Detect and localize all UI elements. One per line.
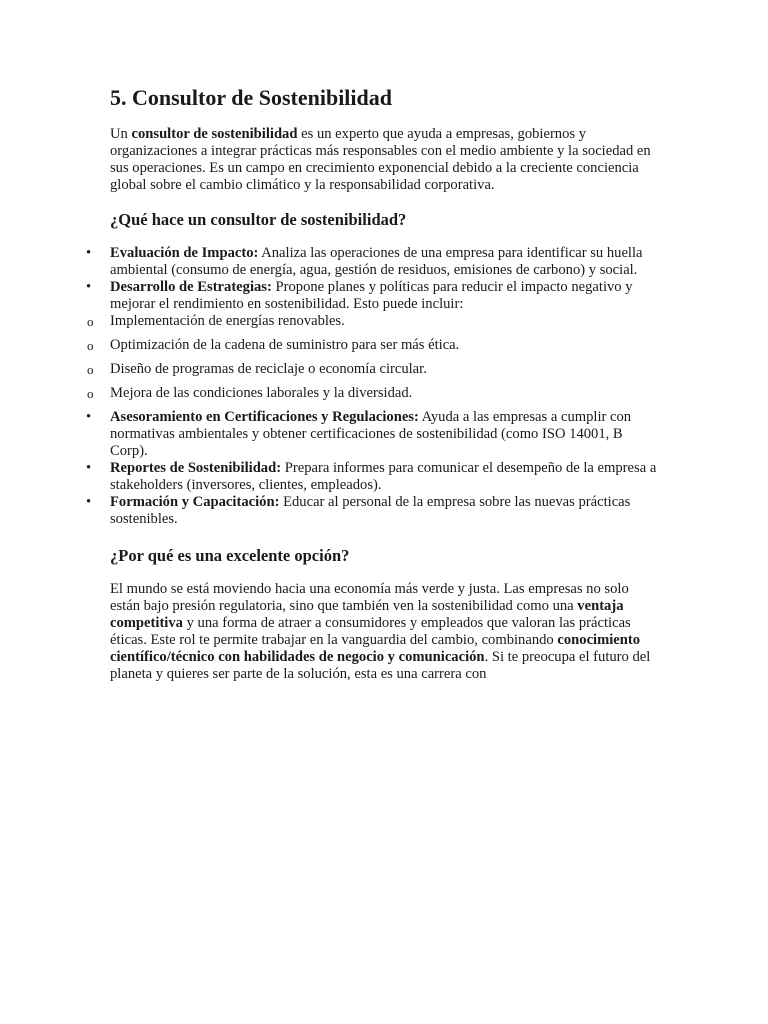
circle-bullet-icon: o (87, 338, 94, 353)
document-page (86, 84, 658, 698)
bullet-icon: • (86, 279, 92, 295)
circle-bullet-icon: o (87, 362, 94, 377)
list-item: • Asesoramiento en Certificaciones y Regulaciones: Ayuda a las empresas a cumplir con normativas ambientales y obtener certificaciones de sostenibilidad (como ISO 14001, B Corp). (86, 409, 632, 459)
list-item: • Evaluación de Impacto: Analiza las operaciones de una empresa para identificar su huella ambiental (consumo de energía, agua, gestión de residuos, emisiones de carbono) y social. (86, 245, 643, 278)
circle-bullet-icon: o (87, 314, 94, 329)
intro-paragraph (110, 126, 658, 194)
sub-list-item: o Diseño de programas de reciclaje o economía circular. (87, 361, 427, 377)
section-heading-why: ¿Por qué es una excelente opción? (110, 546, 350, 565)
intro-lead: Un (110, 126, 132, 142)
circle-bullet-icon: o (87, 386, 94, 401)
sub-list-item: o Optimización de la cadena de suministro para ser más ética. (87, 337, 460, 353)
section-heading-what: ¿Qué hace un consultor de sostenibilidad? (110, 210, 407, 229)
bullet-icon: • (86, 245, 92, 261)
bullet-icon: • (86, 409, 92, 425)
list-item: • Desarrollo de Estrategias: Propone planes y políticas para reducir el impacto negativo y mejorar el rendimiento en sostenibilidad. Esto puede incluir: (86, 279, 633, 312)
strategy-sub-list (87, 313, 658, 402)
responsibilities-list (86, 245, 658, 528)
intro-bold-term: consultor de sostenibilidad (131, 126, 298, 142)
sub-list-item: o Implementación de energías renovables. (87, 313, 345, 329)
page-title: 5. Consultor de Sostenibilidad (110, 85, 393, 110)
intro-rest: es un experto que ayuda a empresas, gobiernos y organizaciones a integrar prácticas más responsables con el medio ambiente y la sociedad en sus operaciones. Es un campo en crecimiento exponencial debido a la creciente conciencia global sobre el cambio climático y la responsabilidad corporativa. (110, 126, 651, 193)
bullet-icon: • (86, 494, 92, 510)
bold-phrase: conocimiento científico/técnico con habilidades de negocio y comunicación (110, 632, 641, 665)
why-paragraph: El mundo se está moviendo hacia una economía más verde y justa. Las empresas no solo están bajo presión regulatoria, sino que también ven la sostenibilidad como una ventaja competitiva y una forma de atraer a consumidores y empleados que valoran las prácticas éticas. Este rol te permite trabajar en la vanguardia del cambio, combinando conocimiento científico/técnico con habilidades de negocio y comunicación. Si te preocupa el futuro del planeta y quieres ser parte de la solución, esta es una carrera con (110, 581, 651, 682)
bullet-icon: • (86, 460, 92, 476)
sub-list-item: o Mejora de las condiciones laborales y la diversidad. (87, 385, 413, 401)
list-item: • Formación y Capacitación: Educar al personal de la empresa sobre las nuevas prácticas sostenibles. (86, 494, 631, 527)
list-item: • Reportes de Sostenibilidad: Prepara informes para comunicar el desempeño de la empresa a stakeholders (inversores, clientes, empleados). (86, 460, 657, 493)
bold-phrase: ventaja competitiva (110, 598, 624, 631)
